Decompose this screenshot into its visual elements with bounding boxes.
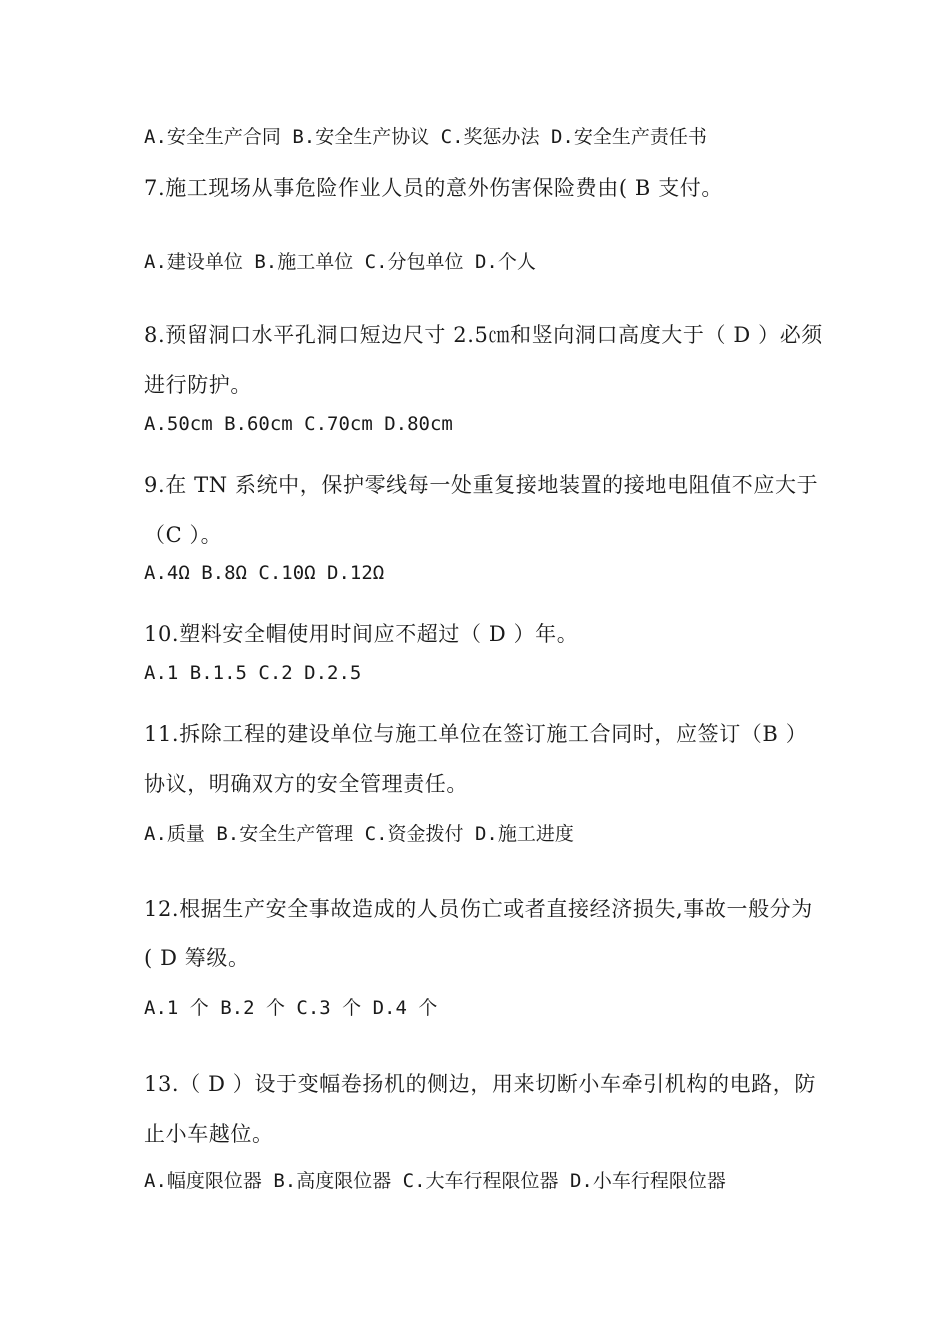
q12-question-cont: ( D 筹级。 xyxy=(144,946,250,970)
q11-question-cont: 协议，明确双方的安全管理责任。 xyxy=(144,772,468,796)
q11-options: A.质量 B.安全生产管理 C.资金拨付 D.施工进度 xyxy=(144,823,574,845)
q6-options: A.安全生产合同 B.安全生产协议 C.奖惩办法 D.安全生产责任书 xyxy=(144,126,707,148)
q12-options: A.1 个 B.2 个 C.3 个 D.4 个 xyxy=(144,997,438,1019)
q7-options: A.建设单位 B.施工单位 C.分包单位 D.个人 xyxy=(144,251,536,273)
q10-options: A.1 B.1.5 C.2 D.2.5 xyxy=(144,662,362,684)
q7-question: 7.施工现场从事危险作业人员的意外伤害保险费由( B 支付。 xyxy=(144,176,724,200)
q12-question: 12.根据生产安全事故造成的人员伤亡或者直接经济损失,事故一般分为 xyxy=(144,897,813,921)
q13-question-cont: 止小车越位。 xyxy=(144,1122,274,1146)
q13-question: 13.（ D ）设于变幅卷扬机的侧边，用来切断小车牵引机构的电路，防 xyxy=(144,1072,816,1096)
q8-options: A.50cm B.60cm C.70cm D.80cm xyxy=(144,413,453,435)
q9-question-cont: （C ）。 xyxy=(144,523,223,547)
q8-question-cont: 进行防护。 xyxy=(144,373,252,397)
q10-question: 10.塑料安全帽使用时间应不超过（ D ）年。 xyxy=(144,622,579,646)
q13-options: A.幅度限位器 B.高度限位器 C.大车行程限位器 D.小车行程限位器 xyxy=(144,1170,726,1192)
q11-question: 11.拆除工程的建设单位与施工单位在签订施工合同时，应签订（B ） xyxy=(144,722,808,746)
q9-question: 9.在 TN 系统中，保护零线每一处重复接地装置的接地电阻值不应大于 xyxy=(144,473,819,497)
q8-question: 8.预留洞口水平孔洞口短边尺寸 2.5㎝和竖向洞口高度大于（ D ）必须 xyxy=(144,323,823,347)
q9-options: A.4Ω B.8Ω C.10Ω D.12Ω xyxy=(144,562,385,584)
